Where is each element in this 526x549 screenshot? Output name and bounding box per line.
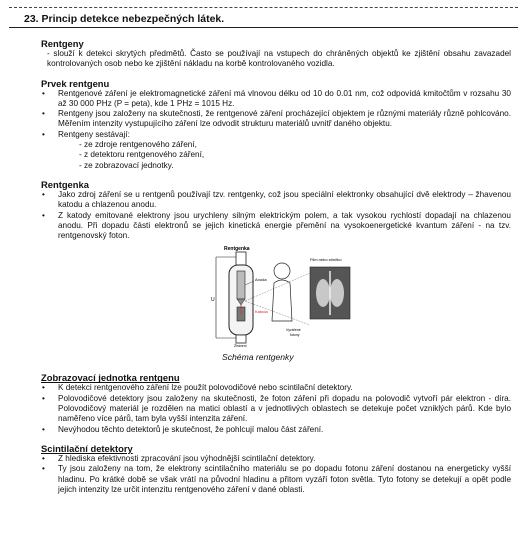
list-item: • Rentgeny sestávají:: [41, 130, 511, 140]
top-dashed-rule: [9, 7, 518, 8]
heading-prvek-rentgenu: Prvek rentgenu: [41, 77, 110, 89]
figure-label-anode: Anoda: [255, 277, 267, 283]
chapter-title: 23. Princip detekce nebezpečných látek.: [24, 13, 225, 25]
anode-rod: [237, 271, 245, 299]
figure-label-cathode: Katoda: [255, 309, 268, 315]
document-body: [41, 38, 511, 495]
sub-list-item: - z detektoru rentgenového záření,: [79, 150, 205, 160]
figure-label-voltage: U: [211, 297, 215, 304]
prvek-list: [41, 89, 511, 140]
heading-scintilacni-detektory: Scintilační detektory: [41, 442, 133, 454]
top-terminal: [236, 252, 246, 266]
zobrazovaci-list: [41, 383, 511, 434]
figure-caption: Schéma rentgenky: [222, 352, 294, 363]
svg-text:- -: - -: [239, 307, 243, 313]
list-item: • K detekci rentgenového záření lze použít polovodičové nebo scintilační detektory.: [41, 383, 511, 393]
heading-rentgeny: Rentgeny: [41, 38, 84, 49]
figure-label-tube: Rentgenka: [224, 246, 250, 253]
scintilacni-list: [41, 454, 511, 495]
bottom-terminal: [236, 335, 246, 343]
list-item: • Rentgenové záření je elektromagnetické záření má vlnovou délku od 10 do 0.01 nm, což odpovídá kmitočtům v rozsahu 30 až 30 000 PHz (P = peta), kde 1 PHz = 1015 Hz.: [41, 89, 511, 110]
figure-label-film: Film nebo stínítko: [310, 257, 342, 263]
list-item: • Rentgeny jsou založeny na skutečnosti, že rentgenové záření procházející objektem je různými materiály různě pohlcováno. Měřením intenzity vystupujícího záření lze odvodit strukturu materiálů uvnitř daného objektu.: [41, 109, 511, 130]
title-underline: [9, 27, 518, 28]
list-item: • Nevýhodou těchto detektorů je skutečnost, že pohlcují malou část záření.: [41, 425, 511, 435]
figure-label-emitted: Vyzářené: [286, 328, 301, 333]
list-item: • Jako zdroj záření se u rentgenů používají tzv. rentgenky, což jsou speciální elektronky obsahující dvě elektrody – žhavenou katodu a chlazenou anodu.: [41, 190, 511, 211]
rentgenka-list: [41, 190, 511, 241]
list-item: • Polovodičové detektory jsou založeny na skutečnosti, že foton záření při dopadu na polovodič vytvoří pár elektron - díra. Polovodičový materiál je rozdělen na matici oblastí a v jednotlivých oblastech se detekuje počet vzniklých párů. Kde bylo naměřeno více párů, tam byla vyšší intenzita záření.: [41, 394, 511, 425]
list-item: • Z katody emitované elektrony jsou urychleny silným elektrickým polem, a tak vysokou rychlostí dopadají na chlazenou anodu. Při dopadu části elektronů se jejich kinetická energie přemění na vysokoenergetické kvantum záření - na tzv. rentgenovský foton.: [41, 211, 511, 242]
rentgeny-text: - slouží k detekci skrytých předmětů. Často se používají na vstupech do chráněných objektů ke zjištění obsahu zavazadel kontrolovaných osob nebo ke zjištění nákladu na korbě kontrolovaného vozidla.: [47, 49, 511, 69]
sub-list-item: - ze zobrazovací jednotky.: [79, 160, 174, 170]
person-head: [274, 263, 290, 279]
sub-list-item: - ze zdroje rentgenového záření,: [79, 140, 197, 150]
figure-label-bottom: Žhavení: [234, 344, 247, 349]
figure-label-emitted2: fotony: [290, 333, 300, 338]
heading-zobrazovaci-jednotka: Zobrazovací jednotka rentgenu: [41, 372, 180, 384]
xray-tube-figure: [41, 241, 511, 367]
heading-rentgenka: Rentgenka: [41, 178, 89, 190]
list-item: • Z hlediska efektivnosti zpracování jsou výhodnější scintilační detektory.: [41, 454, 511, 464]
list-item: • Ty jsou založeny na tom, že elektrony scintilačního materiálu se po dopadu fotonu záření dostanou na energeticky vyšší hladinu. Po krátké době se však vrátí na původní hladinu a přitom vyzáří foton světla. Tyto fotony se detekují a opět podle jejich intenzity lze určit intenzitu rentgenového záření v dané oblasti.: [41, 464, 511, 495]
xray-tube-diagram: [210, 243, 360, 351]
